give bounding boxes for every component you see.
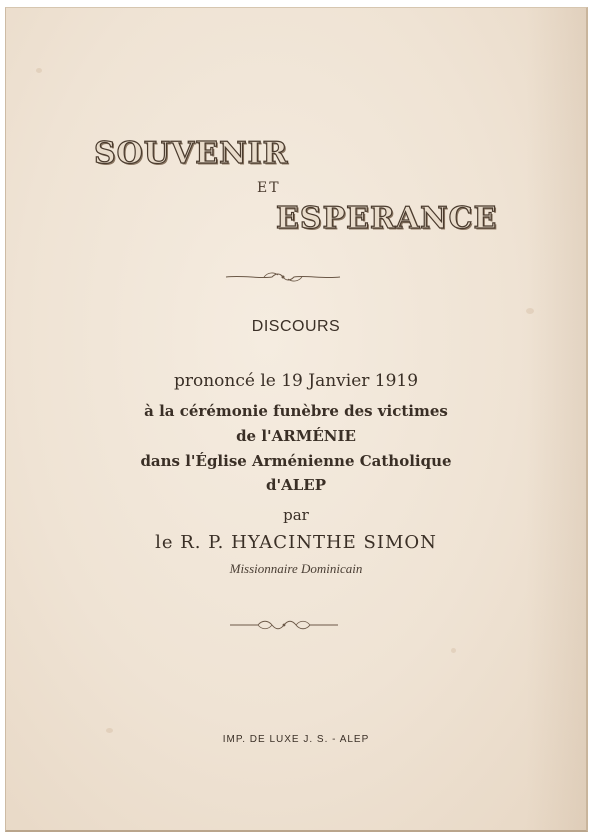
- author-name: le R. P. HYACINTHE SIMON: [155, 532, 437, 553]
- ceremony-line: à la cérémonie funèbre des victimes: [144, 402, 448, 420]
- title-et: ET: [257, 180, 281, 196]
- armenia-line: de l'ARMÉNIE: [236, 427, 356, 445]
- author-role: Missionnaire Dominicain: [229, 561, 363, 576]
- discours-heading: DISCOURS: [251, 318, 341, 335]
- paper-stain: [526, 308, 534, 314]
- church-line: dans l'Église Arménienne Catholique: [140, 452, 452, 470]
- title-souvenir: SOUVENIR: [94, 136, 289, 171]
- book-cover: [5, 7, 588, 832]
- date-line: prononcé le 19 Janvier 1919: [173, 371, 419, 391]
- aleppo-line: d'ALEP: [266, 476, 326, 494]
- par-line: par: [283, 506, 309, 524]
- paper-stain: [36, 68, 42, 73]
- ornamental-flourish-icon: [228, 618, 340, 632]
- paper-stain: [106, 728, 113, 733]
- title-esperance: ESPERANCE: [276, 201, 498, 236]
- printer-imprint: IMP. DE LUXE J. S. - ALEP: [222, 734, 370, 745]
- paper-stain: [451, 648, 456, 653]
- ornamental-flourish-icon: [224, 270, 342, 284]
